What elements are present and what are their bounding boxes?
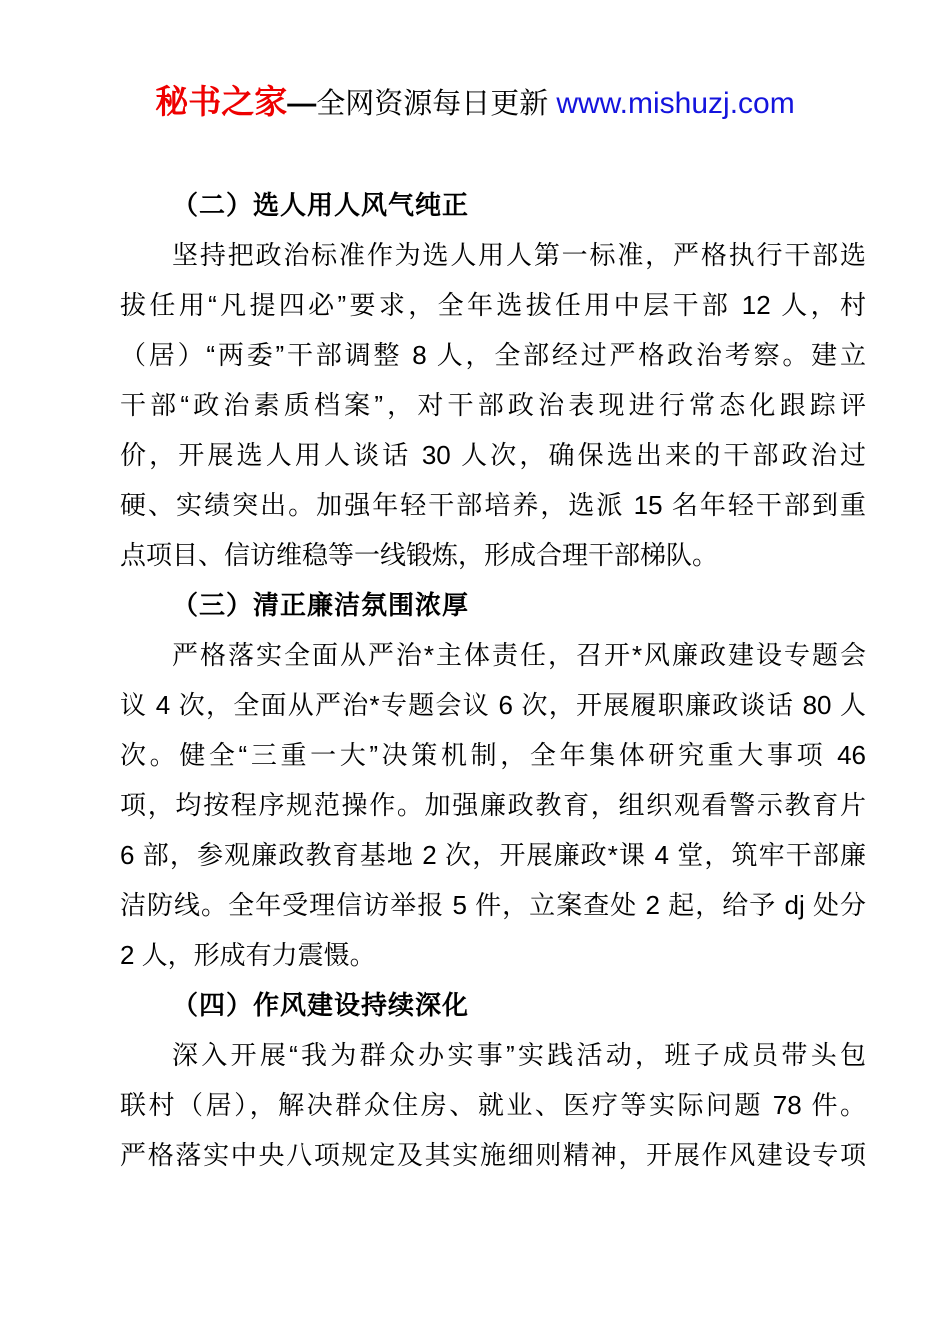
header-dash: — xyxy=(287,88,317,120)
body-line: 联村（居），解决群众住房、就业、医疗等实际问题 78 件。 xyxy=(120,1090,866,1120)
body-line: 拔任用“凡提四必”要求，全年选拔任用中层干部 12 人，村 xyxy=(120,290,866,320)
body-line: 坚持把政治标准作为选人用人第一标准，严格执行干部选 xyxy=(172,240,866,270)
section-heading: （四）作风建设持续深化 xyxy=(172,990,470,1020)
body-line: 点项目、信访维稳等一线锻炼，形成合理干部梯队。 xyxy=(120,540,719,570)
body-line: 价，开展选人用人谈话 30 人次，确保选出来的干部政治过 xyxy=(120,440,866,470)
body-line: 项，均按程序规范操作。加强廉政教育，组织观看警示教育片 xyxy=(120,790,866,820)
body-line: 6 部，参观廉政教育基地 2 次，开展廉政*课 4 堂，筑牢干部廉 xyxy=(120,840,866,870)
site-brand: 秘书之家 xyxy=(155,83,288,120)
body-line: 次。健全“三重一大”决策机制，全年集体研究重大事项 46 xyxy=(120,740,866,770)
body-line: 深入开展“我为群众办实事”实践活动，班子成员带头包 xyxy=(172,1040,866,1070)
body-line: 洁防线。全年受理信访举报 5 件，立案查处 2 起，给予 dj 处分 xyxy=(120,890,866,920)
body-line: 严格落实全面从严治*主体责任，召开*风廉政建设专题会 xyxy=(172,640,866,670)
body-line: 2 人，形成有力震慑。 xyxy=(120,940,376,970)
body-line: （居）“两委”干部调整 8 人，全部经过严格政治考察。建立 xyxy=(120,340,866,370)
header-tagline: 全网资源每日更新 xyxy=(316,88,557,120)
body-line: 严格落实中央八项规定及其实施细则精神，开展作风建设专项 xyxy=(120,1140,866,1170)
body-line: 议 4 次，全面从严治*专题会议 6 次，开展履职廉政谈话 80 人 xyxy=(120,690,866,720)
site-header xyxy=(0,82,950,124)
section-heading: （三）清正廉洁氛围浓厚 xyxy=(172,590,470,620)
section-heading: （二）选人用人风气纯正 xyxy=(172,190,470,220)
document-body xyxy=(120,180,866,1180)
site-url[interactable]: www.mishuzj.com xyxy=(556,87,795,120)
body-line: 干部“政治素质档案”，对干部政治表现进行常态化跟踪评 xyxy=(120,390,866,420)
body-line: 硬、实绩突出。加强年轻干部培养，选派 15 名年轻干部到重 xyxy=(120,490,866,520)
